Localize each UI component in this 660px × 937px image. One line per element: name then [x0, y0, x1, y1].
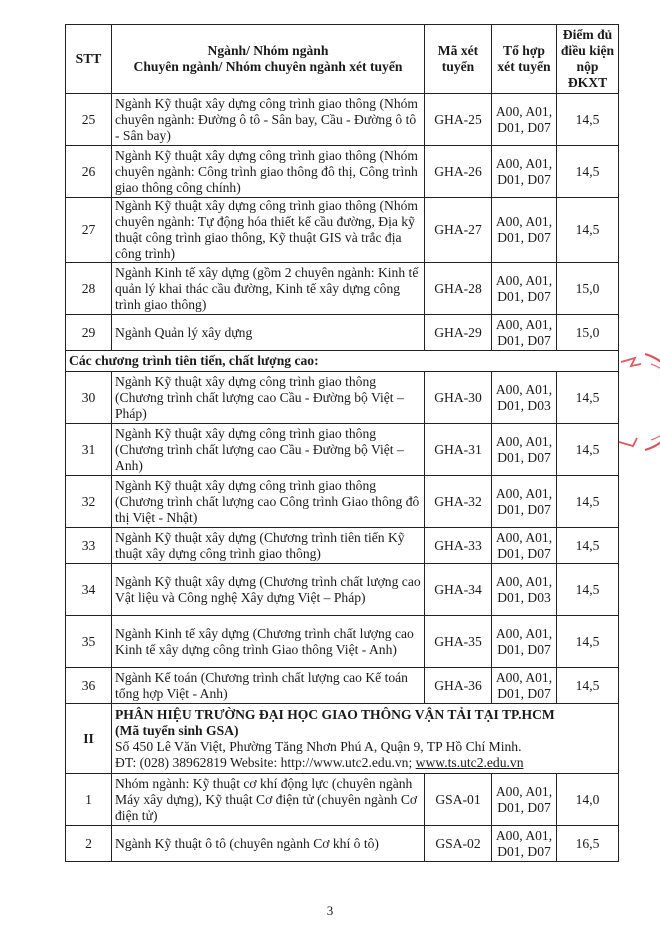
- stamp-ring-outer: [645, 354, 660, 450]
- section-advanced-title: Các chương trình tiên tiến, chất lượng cao:: [66, 351, 619, 372]
- stamp-scribble: [619, 358, 641, 446]
- row-combo2: D01, D03: [497, 397, 551, 413]
- row-name: Ngành Kỹ thuật xây dựng (Chương trình tiên tiến Kỹ thuật xây dựng công trình giao thông): [112, 528, 425, 564]
- row-score: 14,0: [557, 774, 619, 826]
- row-score: 14,5: [557, 424, 619, 476]
- row-combo: [492, 263, 557, 315]
- header-score-line1: Điểm đủ: [562, 27, 613, 42]
- row-score: 15,0: [557, 263, 619, 315]
- table-row: [66, 564, 619, 616]
- row-name: Ngành Kế toán (Chương trình chất lượng cao Kế toán tổng hợp Việt - Anh): [112, 668, 425, 704]
- row-code: GHA-31: [425, 424, 492, 476]
- row-combo1: A00, A01,: [495, 669, 553, 685]
- red-stamp-fragment: [615, 352, 660, 452]
- table-row: [66, 668, 619, 704]
- row-score: 14,5: [557, 94, 619, 146]
- row-combo2: D01, D07: [497, 685, 551, 701]
- row-combo: [492, 198, 557, 263]
- table-row: [66, 263, 619, 315]
- header-combo-line1: Tổ hợp: [503, 43, 545, 58]
- row-score: 16,5: [557, 826, 619, 862]
- row-combo2: D01, D07: [497, 230, 551, 245]
- header-score: [557, 25, 619, 94]
- row-name: Ngành Kỹ thuật ô tô (chuyên ngành Cơ khí ô tô): [112, 826, 425, 862]
- row-combo2: D01, D07: [497, 799, 551, 815]
- row-combo: [492, 528, 557, 564]
- row-combo2: D01, D07: [497, 501, 551, 517]
- school-title: PHÂN HIỆU TRƯỜNG ĐẠI HỌC GIAO THÔNG VẬN TẢI TẠI TP.HCM: [115, 706, 555, 722]
- table-header-row: [66, 25, 619, 94]
- row-code: GSA-02: [425, 826, 492, 862]
- table-row: [66, 476, 619, 528]
- table-row: [66, 146, 619, 198]
- row-combo1: A00, A01,: [495, 272, 553, 288]
- school-website-link[interactable]: www.ts.utc2.edu.vn: [415, 754, 524, 770]
- table-row: [66, 198, 619, 263]
- row-combo1: A00, A01,: [495, 573, 553, 589]
- table-row: [66, 94, 619, 146]
- row-name: Ngành Kỹ thuật xây dựng (Chương trình chất lượng cao Vật liệu và Công nghệ Xây dựng Việt – Pháp): [112, 564, 425, 616]
- row-combo: [492, 774, 557, 826]
- stamp-ring-inner: [651, 364, 660, 440]
- row-stt: 33: [66, 528, 112, 564]
- school-address: Số 450 Lê Văn Việt, Phường Tăng Nhơn Phú A, Quận 9, TP Hồ Chí Minh.: [115, 738, 522, 754]
- row-name: Ngành Kinh tế xây dựng (Chương trình chất lượng cao Kinh tế xây dựng công trình Giao thông Việt - Anh): [112, 616, 425, 668]
- row-combo: [492, 94, 557, 146]
- header-combo: [492, 25, 557, 94]
- row-combo1: A00, A01,: [495, 625, 553, 641]
- row-score: 14,5: [557, 528, 619, 564]
- table-row: [66, 424, 619, 476]
- row-combo2: D01, D07: [497, 171, 551, 187]
- row-name: Ngành Quản lý xây dựng: [112, 315, 425, 351]
- row-combo: [492, 476, 557, 528]
- section-advanced: [66, 351, 619, 372]
- school-code-note: (Mã tuyển sinh GSA): [115, 722, 239, 738]
- row-score: 14,5: [557, 668, 619, 704]
- row-stt: 27: [66, 198, 112, 263]
- row-combo1: A00, A01,: [495, 529, 553, 545]
- row-code: GSA-01: [425, 774, 492, 826]
- table-row: [66, 616, 619, 668]
- row-stt: 26: [66, 146, 112, 198]
- row-code: GHA-25: [425, 94, 492, 146]
- row-stt: 35: [66, 616, 112, 668]
- page-number: 3: [326, 903, 334, 918]
- school-contact-text: ĐT: (028) 38962819 Website: http://www.utc2.edu.vn;: [115, 754, 416, 770]
- row-combo1: A00, A01,: [495, 381, 553, 397]
- row-score: 15,0: [557, 315, 619, 351]
- row-combo: [492, 424, 557, 476]
- row-code: GHA-29: [425, 315, 492, 351]
- row-name: Ngành Kỹ thuật xây dựng công trình giao thông (Nhóm chuyên ngành: Tự động hóa thiết kế cầu đường, Địa kỹ thuật công trình giao thông, Kỹ thuật GIS và trắc địa công trình): [112, 198, 425, 263]
- row-combo: [492, 564, 557, 616]
- row-name: Ngành Kỹ thuật xây dựng công trình giao thông (Nhóm chuyên ngành: Công trình giao thông đô thị, Công trình giao thông công chính): [112, 146, 425, 198]
- school-contact: [115, 755, 615, 771]
- row-code: GHA-32: [425, 476, 492, 528]
- row-code: GHA-36: [425, 668, 492, 704]
- header-major: [112, 25, 425, 94]
- row-combo2: D01, D03: [497, 589, 551, 605]
- row-name: Ngành Kỹ thuật xây dựng công trình giao thông (Chương trình chất lượng cao Cầu - Đường bộ Việt – Anh): [112, 424, 425, 476]
- row-name: Ngành Kỹ thuật xây dựng công trình giao thông (Chương trình chất lượng cao Công trình Giao thông đô thị Việt - Nhật): [112, 476, 425, 528]
- section-2: [66, 704, 619, 774]
- row-combo1: A00, A01,: [495, 103, 553, 119]
- header-code-line2: tuyển: [441, 59, 475, 74]
- row-stt: 28: [66, 263, 112, 315]
- header-code: [425, 25, 492, 94]
- table-row: [66, 774, 619, 826]
- header-stt: STT: [66, 25, 112, 94]
- row-combo2: D01, D07: [497, 449, 551, 465]
- header-major-line2: Chuyên ngành/ Nhóm chuyên ngành xét tuyển: [133, 59, 403, 74]
- row-combo: [492, 315, 557, 351]
- rows-b: [66, 372, 619, 704]
- row-stt: 30: [66, 372, 112, 424]
- row-score: 14,5: [557, 476, 619, 528]
- row-name: Ngành Kinh tế xây dựng (gồm 2 chuyên ngành: Kinh tế quản lý khai thác cầu đường, Kinh tế xây dựng công trình giao thông): [112, 263, 425, 315]
- row-combo2: D01, D07: [497, 641, 551, 657]
- header-code-line1: Mã xét: [437, 43, 479, 58]
- header-score-line3: nộp: [576, 59, 599, 74]
- row-combo2: D01, D07: [497, 843, 551, 859]
- header-major-line1: Ngành/ Nhóm ngành: [207, 43, 329, 58]
- table-row: [66, 826, 619, 862]
- row-stt: 32: [66, 476, 112, 528]
- section-2-row: [66, 704, 619, 774]
- rows-c: [66, 774, 619, 862]
- table-row: [66, 315, 619, 351]
- row-stt: 25: [66, 94, 112, 146]
- row-score: 14,5: [557, 616, 619, 668]
- row-combo2: D01, D07: [497, 332, 551, 348]
- row-stt: 31: [66, 424, 112, 476]
- section-2-stt: II: [66, 704, 112, 774]
- row-combo: [492, 372, 557, 424]
- rows-a: [66, 94, 619, 351]
- row-combo1: A00, A01,: [495, 316, 553, 332]
- row-combo: [492, 826, 557, 862]
- header-combo-line2: xét tuyển: [497, 59, 551, 74]
- row-combo2: D01, D07: [497, 545, 551, 561]
- section-advanced-row: [66, 351, 619, 372]
- row-name: Ngành Kỹ thuật xây dựng công trình giao thông (Nhóm chuyên ngành: Đường ô tô - Sân bay, Cầu - Đường ô tô - Sân bay): [112, 94, 425, 146]
- table-row: [66, 528, 619, 564]
- row-code: GHA-26: [425, 146, 492, 198]
- row-combo2: D01, D07: [497, 119, 551, 135]
- row-name: Ngành Kỹ thuật xây dựng công trình giao thông (Chương trình chất lượng cao Cầu - Đường bộ Việt – Pháp): [112, 372, 425, 424]
- row-stt: 34: [66, 564, 112, 616]
- row-code: GHA-34: [425, 564, 492, 616]
- row-code: GHA-30: [425, 372, 492, 424]
- header-score-line2: điều kiện: [560, 43, 615, 58]
- table-row: [66, 372, 619, 424]
- row-combo: [492, 146, 557, 198]
- row-stt: 36: [66, 668, 112, 704]
- row-combo1: A00, A01,: [495, 214, 553, 229]
- header-score-line4: ĐKXT: [567, 75, 608, 90]
- row-code: GHA-35: [425, 616, 492, 668]
- row-score: 14,5: [557, 372, 619, 424]
- row-combo: [492, 668, 557, 704]
- row-stt: 2: [66, 826, 112, 862]
- admission-table: [65, 24, 619, 862]
- row-combo1: A00, A01,: [495, 783, 553, 799]
- row-name: Nhóm ngành: Kỹ thuật cơ khí động lực (chuyên ngành Máy xây dựng), Kỹ thuật Cơ điện tử (chuyên ngành Cơ điện tử): [112, 774, 425, 826]
- row-stt: 29: [66, 315, 112, 351]
- row-combo1: A00, A01,: [495, 433, 553, 449]
- row-score: 14,5: [557, 146, 619, 198]
- row-code: GHA-27: [425, 198, 492, 263]
- row-score: 14,5: [557, 564, 619, 616]
- row-combo1: A00, A01,: [495, 827, 553, 843]
- row-code: GHA-33: [425, 528, 492, 564]
- row-combo1: A00, A01,: [495, 485, 553, 501]
- row-code: GHA-28: [425, 263, 492, 315]
- row-combo: [492, 616, 557, 668]
- row-stt: 1: [66, 774, 112, 826]
- row-combo2: D01, D07: [497, 288, 551, 304]
- section-2-info: [112, 704, 619, 774]
- row-combo1: A00, A01,: [495, 155, 553, 171]
- row-score: 14,5: [557, 198, 619, 263]
